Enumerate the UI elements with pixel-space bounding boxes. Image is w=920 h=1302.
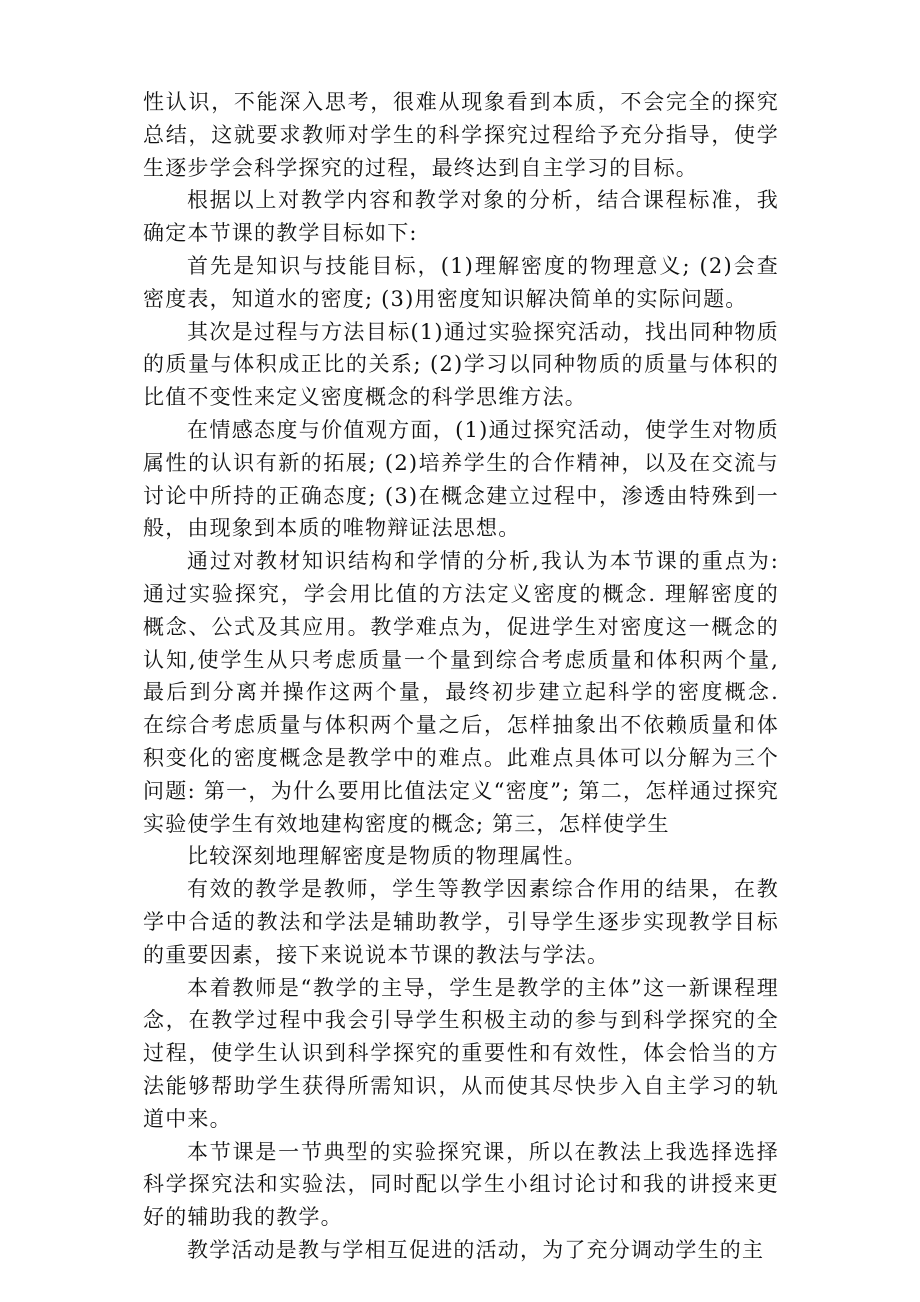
- paragraph: 本着教师是“教学的主导，学生是教学的主体”这一新课程理念，在教学过程中我会引导学生积极主动的参与到科学探究的全过程，使学生认识到科学探究的重要性和有效性，体会恰当的方法能够帮助学生获得所需知识，从而使其尽快步入自主学习的轨道中来。: [143, 975, 779, 1131]
- paragraph: 有效的教学是教师，学生等教学因素综合作用的结果，在教学中合适的教法和学法是辅助教学，引导学生逐步实现教学目标的重要因素，接下来说说本节课的教法与学法。: [143, 877, 779, 967]
- paragraph: 通过对教材知识结构和学情的分析,我认为本节课的重点为:通过实验探究，学会用比值的方法定义密度的概念. 理解密度的概念、公式及其应用。教学难点为，促进学生对密度这一概念的认知,使学生从只考虑质量一个量到综合考虑质量和体积两个量,最后到分离并操作这两个量，最终初步建立起科学的密度概念. 在综合考虑质量与体积两个量之后，怎样抽象出不依赖质量和体积变化的密度概念是教学中的难点。此难点具体可以分解为三个问题: 第一，为什么要用比值法定义“密度”; 第二，怎样通过探究实验使学生有效地建构密度的概念; 第三，怎样使学生: [143, 549, 779, 836]
- paragraph: 比较深刻地理解密度是物质的物理属性。: [187, 844, 587, 869]
- paragraph: 教学活动是教与学相互促进的活动，为了充分调动学生的主: [187, 1237, 765, 1262]
- document-body: [143, 86, 779, 1267]
- paragraph: 首先是知识与技能目标，(1)理解密度的物理意义; (2)会查密度表，知道水的密度; (3)用密度知识解决简单的实际问题。: [143, 253, 779, 311]
- paragraph: 性认识，不能深入思考，很难从现象看到本质，不会完全的探究总结，这就要求教师对学生的科学探究过程给予充分指导，使学生逐步学会科学探究的过程，最终达到自主学习的目标。: [143, 90, 779, 180]
- paragraph: 在情感态度与价值观方面，(1)通过探究活动，使学生对物质属性的认识有新的拓展; (2)培养学生的合作精神，以及在交流与讨论中所持的正确态度; (3)在概念建立过程中，渗透由特殊到一般，由现象到本质的唯物辩证法思想。: [143, 417, 779, 541]
- paragraph: 其次是过程与方法目标(1)通过实验探究活动，找出同种物质的质量与体积成正比的关系; (2)学习以同种物质的质量与体积的比值不变性来定义密度概念的科学思维方法。: [143, 319, 779, 410]
- paragraph: 本节课是一节典型的实验探究课，所以在教法上我选择选择科学探究法和实验法，同时配以学生小组讨论讨和我的讲授来更好的辅助我的教学。: [143, 1139, 779, 1230]
- paragraph: 根据以上对教学内容和教学对象的分析，结合课程标准，我确定本节课的教学目标如下:: [143, 188, 779, 246]
